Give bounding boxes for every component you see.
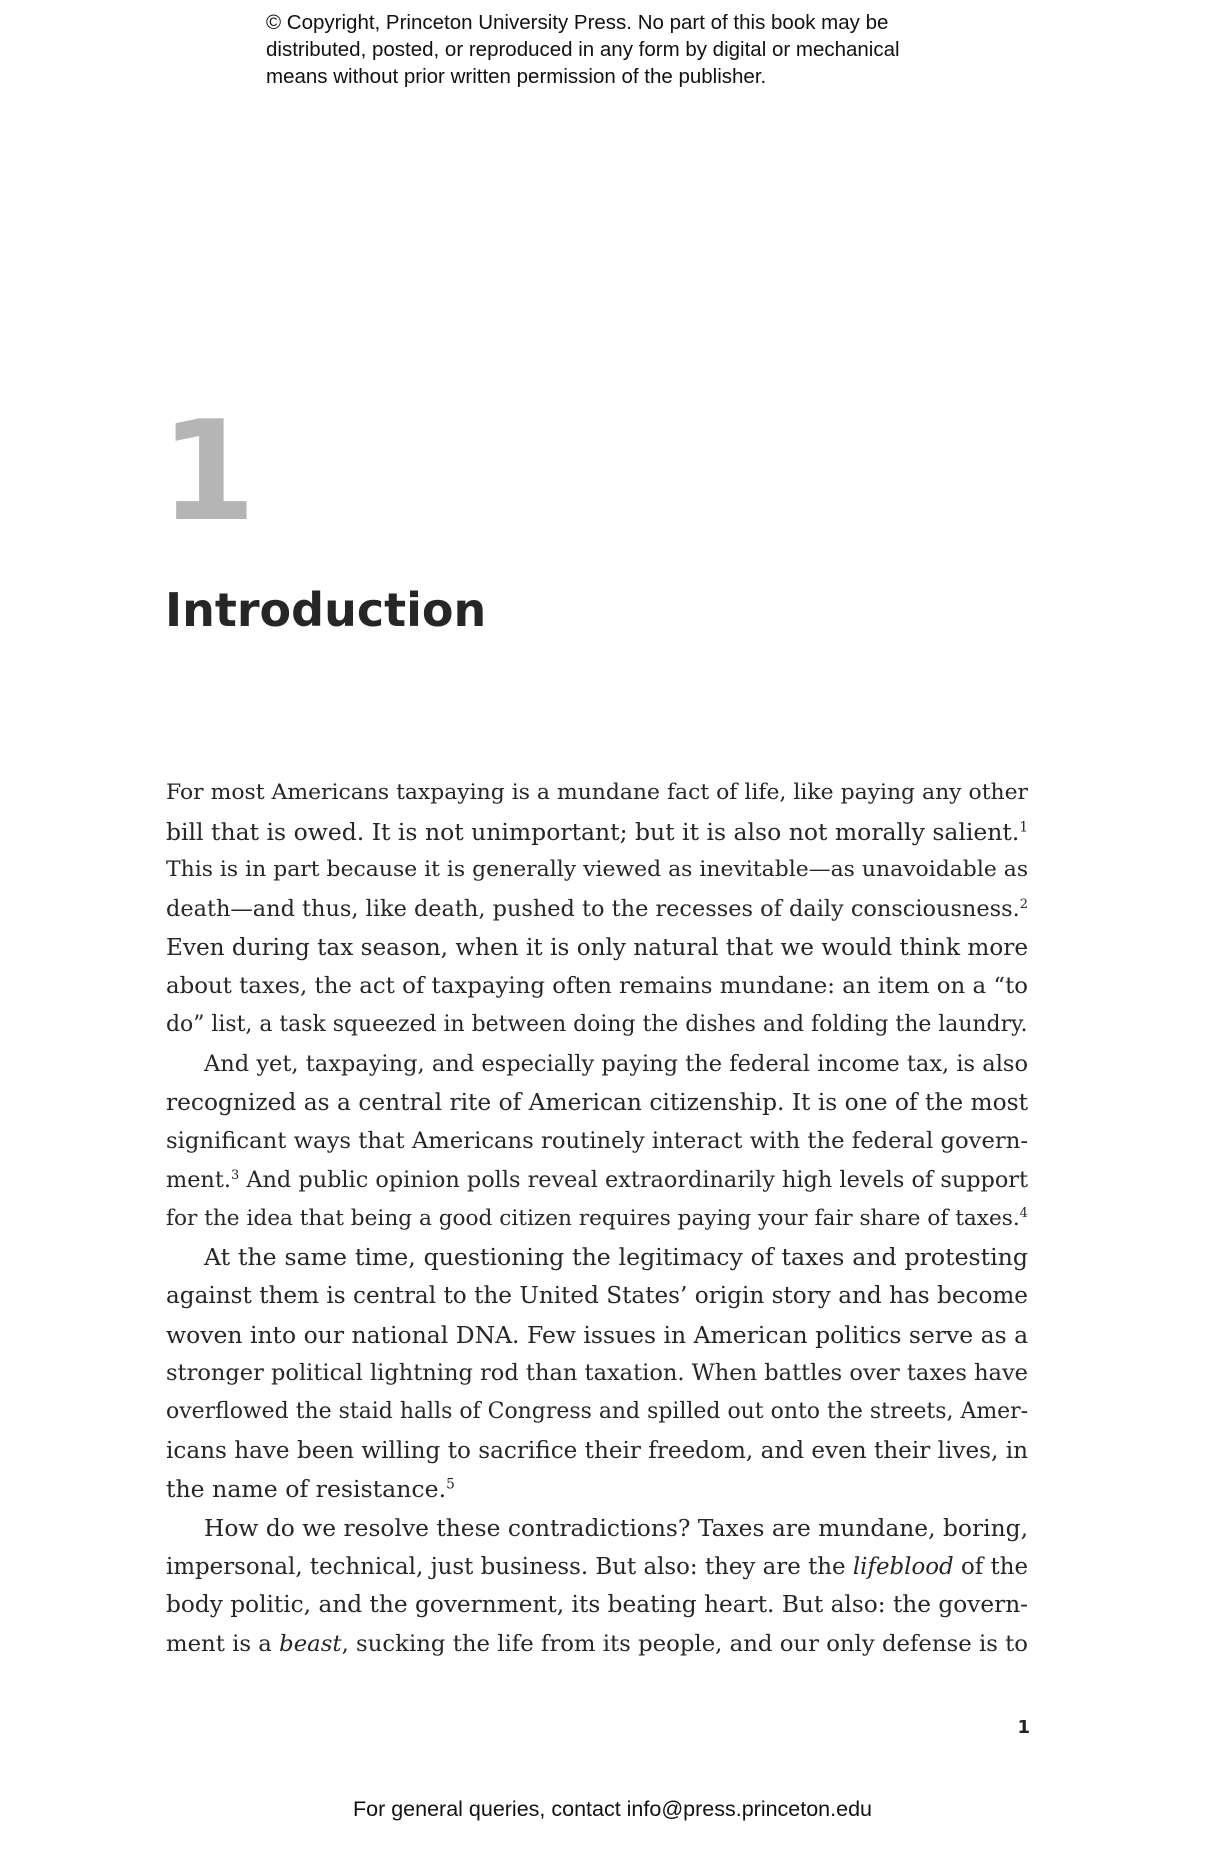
text-line: And yet, taxpaying, and especially paying the federal income tax, is also (204, 1050, 1028, 1077)
footnote-ref[interactable]: 3 (230, 1167, 240, 1183)
chapter-number: 1 (160, 391, 253, 552)
copyright-line: © Copyright, Princeton University Press. No part of this book may be (266, 11, 889, 34)
text-line: This is in part because it is generally viewed as inevitable—as unavoidable as (166, 857, 1029, 883)
body-text (166, 774, 1028, 1664)
footer-text: For general queries, contact info@press.princeton.edu (352, 1797, 872, 1821)
text-line: against them is central to the United States’ origin story and has become (166, 1282, 1028, 1309)
text-line: do” list, a task squeezed in between doing the dishes and folding the laundry. (166, 1012, 1028, 1038)
text-line: recognized as a central rite of American citizenship. It is one of the most (166, 1088, 1028, 1116)
footnote-ref[interactable]: 5 (446, 1476, 455, 1493)
text-line: At the same time, questioning the legitimacy of taxes and protesting (204, 1243, 1028, 1272)
text-line: woven into our national DNA. Few issues in American politics serve as a (166, 1320, 1029, 1349)
copyright-line: distributed, posted, or reproduced in any form by digital or mechanical (266, 38, 900, 61)
text-line: overflowed the staid halls of Congress and spilled out onto the streets, Amer- (166, 1399, 1028, 1424)
emphasis: beast (279, 1631, 342, 1658)
text-line: death—and thus, like death, pushed to the recesses of daily consciousness.$^2$ (166, 896, 1029, 923)
text-line: stronger political lightning rod than taxation. When battles over taxes have (166, 1360, 1028, 1387)
footnote-ref[interactable]: 1 (1019, 819, 1028, 836)
text-line: body politic, and the government, its beating heart. But also: the govern- (166, 1591, 1028, 1619)
footnote-ref[interactable]: 2 (1019, 897, 1029, 913)
text-line: ment is a beast, sucking the life from its people, and our only defense is to (166, 1631, 1028, 1658)
text-line: for the idea that being a good citizen requires paying your fair share of taxes.$^4$ (166, 1204, 1028, 1231)
copyright-notice (266, 9, 1026, 90)
text-line: impersonal, technical, just business. But also: they are the lifeblood of the (166, 1553, 1028, 1580)
text-line: For most Americans taxpaying is a mundane fact of life, like paying any other (166, 780, 1028, 805)
page-number: 1 (1017, 1717, 1030, 1738)
footnote-ref[interactable]: 4 (1019, 1204, 1028, 1220)
text-line: icans have been willing to sacrifice their freedom, and even their lives, in (166, 1437, 1028, 1464)
footer-contact (0, 1795, 1225, 1823)
text-line: about taxes, the act of taxpaying often remains mundane: an item on a “to (166, 973, 1028, 1000)
chapter-title: Introduction (165, 583, 487, 637)
text-line: Even during tax season, when it is only natural that we would think more (166, 934, 1028, 961)
text-line: significant ways that Americans routinely interact with the federal govern- (166, 1128, 1028, 1155)
text-line: bill that is owed. It is not unimportant; but it is also not morally salient.$^1$ (166, 817, 1028, 846)
copyright-line: means without prior written permission of the publisher. (266, 65, 767, 88)
text-line: the name of resistance.$^5$ (166, 1475, 455, 1504)
emphasis: lifeblood (852, 1553, 954, 1580)
text-line: ment.$^3$ And public opinion polls reveal extraordinarily high levels of support (166, 1166, 1028, 1193)
text-line: How do we resolve these contradictions? Taxes are mundane, boring, (204, 1514, 1028, 1543)
